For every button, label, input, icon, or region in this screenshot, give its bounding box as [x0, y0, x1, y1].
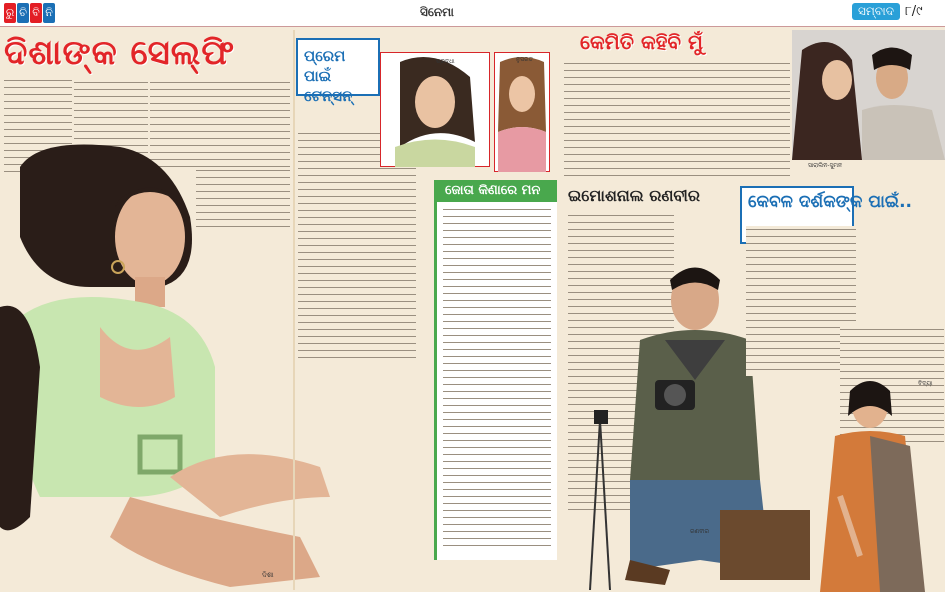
disha-photo [0, 137, 330, 592]
logo-letter: ବି [30, 3, 42, 23]
article-headline: ପ୍ରେମ ପାଇଁ ଟେନ୍‌ସନ୍ [304, 47, 353, 105]
page-number: ୮/୯ [905, 4, 923, 19]
photo-caption: ଶ୍ରଦ୍ଧା [436, 58, 455, 65]
column-divider [293, 30, 295, 590]
photo-caption: ସାରାଲିନ-ସୁମନ [808, 162, 843, 169]
couple-photo [792, 30, 945, 160]
section-logo [4, 3, 55, 23]
shraddha-photo [380, 52, 490, 167]
section-name: ସିନେମା [420, 5, 454, 19]
article-headline: ଜୋତା କିଣାରେ ମନ [445, 183, 541, 198]
photo-caption: ଦିଶା [262, 571, 274, 579]
article-body [443, 206, 551, 546]
photo-caption: ରଣବୀର [690, 528, 710, 535]
logo-letter: ଚି [17, 3, 29, 23]
article-headline: ଇମୋଶନାଲ ରଣବୀର [568, 186, 700, 205]
vidya-article [740, 186, 945, 592]
article-headline: ଦିଶାଙ୍କ ସେଲ୍‌ଫି [4, 33, 235, 73]
headline-box [437, 180, 557, 202]
photo-caption: ବିଦ୍ୟା [918, 380, 933, 387]
article-headline: କେମିତି କହିବି ମୁଁ [580, 30, 703, 54]
nushrat-photo [494, 52, 550, 172]
top-right-article [560, 30, 945, 180]
vidya-photo [810, 376, 945, 592]
article-body [564, 60, 790, 180]
logo-letter: ନି [43, 3, 55, 23]
shoe-article [434, 180, 557, 560]
photo-caption: ନୁସରତ [516, 56, 533, 63]
paper-name: ସମ୍ବାଦ [852, 3, 900, 20]
article-headline: କେବଳ ଦର୍ଶକଙ୍କ ପାଇଁ.. [748, 192, 912, 212]
page-header [0, 0, 945, 27]
logo-letter: ରୁ [4, 3, 16, 23]
headline-box [296, 38, 380, 105]
disha-article [0, 27, 292, 592]
